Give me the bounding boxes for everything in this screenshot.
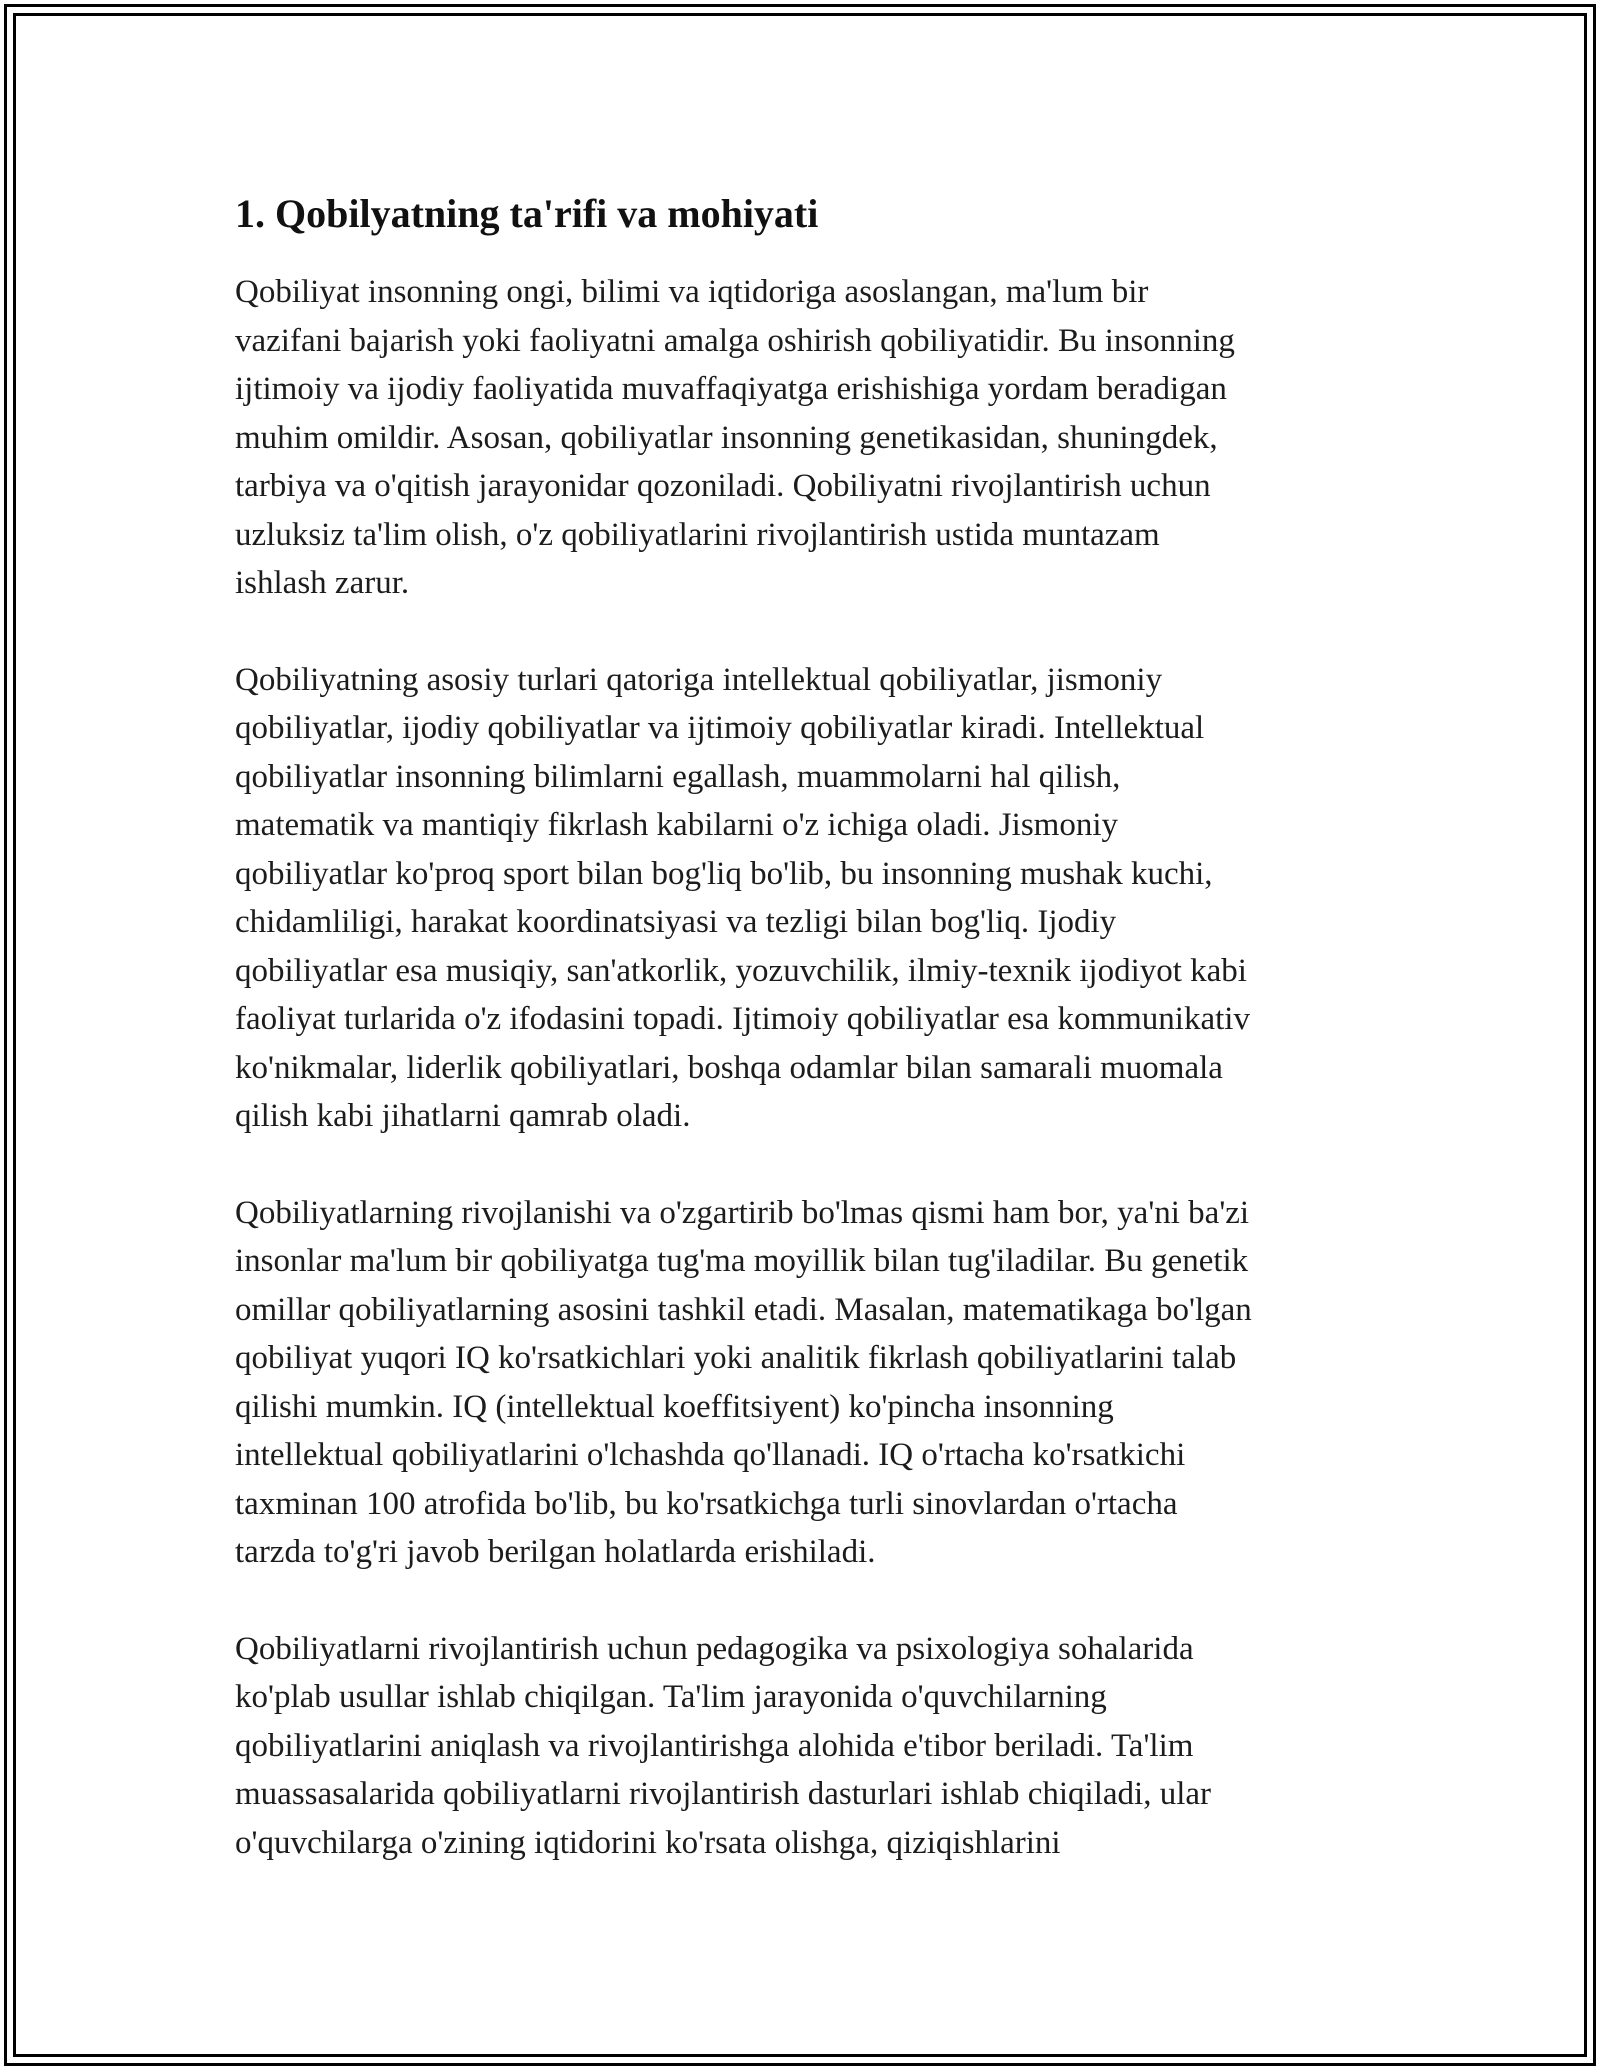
paragraph-types	[235, 656, 1375, 1141]
document-body	[235, 188, 1375, 1915]
text-line: uzluksiz ta'lim olish, o'z qobiliyatlarini rivojlantirish ustida muntazam	[235, 516, 1160, 553]
text-line: intellektual qobiliyatlarini o'lchashda qo'llanadi. IQ o'rtacha ko'rsatkichi	[235, 1437, 1186, 1473]
paragraph-definition	[235, 268, 1375, 608]
text-line: o'quvchilarga o'zining iqtidorini ko'rsata olishga, qiziqishlarini	[235, 1824, 1061, 1861]
text-line: ko'plab usullar ishlab chiqilgan. Ta'lim jarayonida o'quvchilarning	[235, 1679, 1107, 1715]
paragraph-genetics	[235, 1189, 1375, 1577]
text-line: qobiliyat yuqori IQ ko'rsatkichlari yoki analitik fikrlash qobiliyatlarini talab	[235, 1340, 1237, 1376]
text-line: faoliyat turlarida o'z ifodasini topadi. Ijtimoiy qobiliyatlar esa kommunikativ	[235, 1001, 1250, 1037]
text-line: muhim omildir. Asosan, qobiliyatlar insonning genetikasidan, shuningdek,	[235, 419, 1218, 456]
text-line: taxminan 100 atrofida bo'lib, bu ko'rsatkichga turli sinovlardan o'rtacha	[235, 1485, 1178, 1522]
text-line: Qobiliyatning asosiy turlari qatoriga intellektual qobiliyatlar, jismoniy	[235, 661, 1163, 698]
text-line: tarzda to'g'ri javob berilgan holatlarda erishiladi.	[235, 1534, 876, 1570]
text-line: Qobiliyatlarni rivojlantirish uchun pedagogika va psixologiya sohalarida	[235, 1630, 1194, 1667]
text-line: qobiliyatlar esa musiqiy, san'atkorlik, yozuvchilik, ilmiy-texnik ijodiyot kabi	[235, 952, 1247, 989]
text-line: insonlar ma'lum bir qobiliyatga tug'ma moyillik bilan tug'iladilar. Bu genetik	[235, 1243, 1249, 1279]
text-line: chidamliligi, harakat koordinatsiyasi va tezligi bilan bog'liq. Ijodiy	[235, 904, 1117, 940]
text-line: vazifani bajarish yoki faoliyatni amalga oshirish qobiliyatidir. Bu insonning	[235, 322, 1235, 359]
text-line: tarbiya va o'qitish jarayonidar qozoniladi. Qobiliyatni rivojlantirish uchun	[235, 468, 1211, 504]
text-line: muassasalarida qobiliyatlarni rivojlantirish dasturlari ishlab chiqiladi, ular	[235, 1776, 1211, 1812]
text-line: ko'nikmalar, liderlik qobiliyatlari, boshqa odamlar bilan samarali muomala	[235, 1049, 1223, 1086]
text-line: qobiliyatlar ko'proq sport bilan bog'liq bo'lib, bu insonning mushak kuchi,	[235, 855, 1213, 892]
text-line: qobiliyatlar, ijodiy qobiliyatlar va ijtimoiy qobiliyatlar kiradi. Intellektual	[235, 710, 1205, 746]
text-line: Qobiliyat insonning ongi, bilimi va iqtidoriga asoslangan, ma'lum bir	[235, 274, 1149, 310]
text-line: qilish kabi jihatlarni qamrab oladi.	[235, 1098, 691, 1134]
text-line: ijtimoiy va ijodiy faoliyatida muvaffaqiyatga erishishiga yordam beradigan	[235, 371, 1227, 407]
text-line: qilishi mumkin. IQ (intellektual koeffitsiyent) ko'pincha insonning	[235, 1388, 1114, 1425]
text-line: matematik va mantiqiy fikrlash kabilarni o'z ichiga oladi. Jismoniy	[235, 807, 1118, 843]
text-line: omillar qobiliyatlarning asosini tashkil etadi. Masalan, matematikaga bo'lgan	[235, 1291, 1252, 1328]
text-line: qobiliyatlar insonning bilimlarni egallash, muammolarni hal qilish,	[235, 758, 1121, 795]
text-line: ishlash zarur.	[235, 565, 410, 601]
text-line: qobiliyatlarini aniqlash va rivojlantirishga alohida e'tibor beriladi. Ta'lim	[235, 1727, 1194, 1764]
paragraph-development	[235, 1625, 1375, 1868]
text-line: Qobiliyatlarning rivojlanishi va o'zgartirib bo'lmas qismi ham bor, ya'ni ba'zi	[235, 1194, 1250, 1231]
section-heading: 1. Qobilyatning ta'rifi va mohiyati	[235, 191, 819, 236]
